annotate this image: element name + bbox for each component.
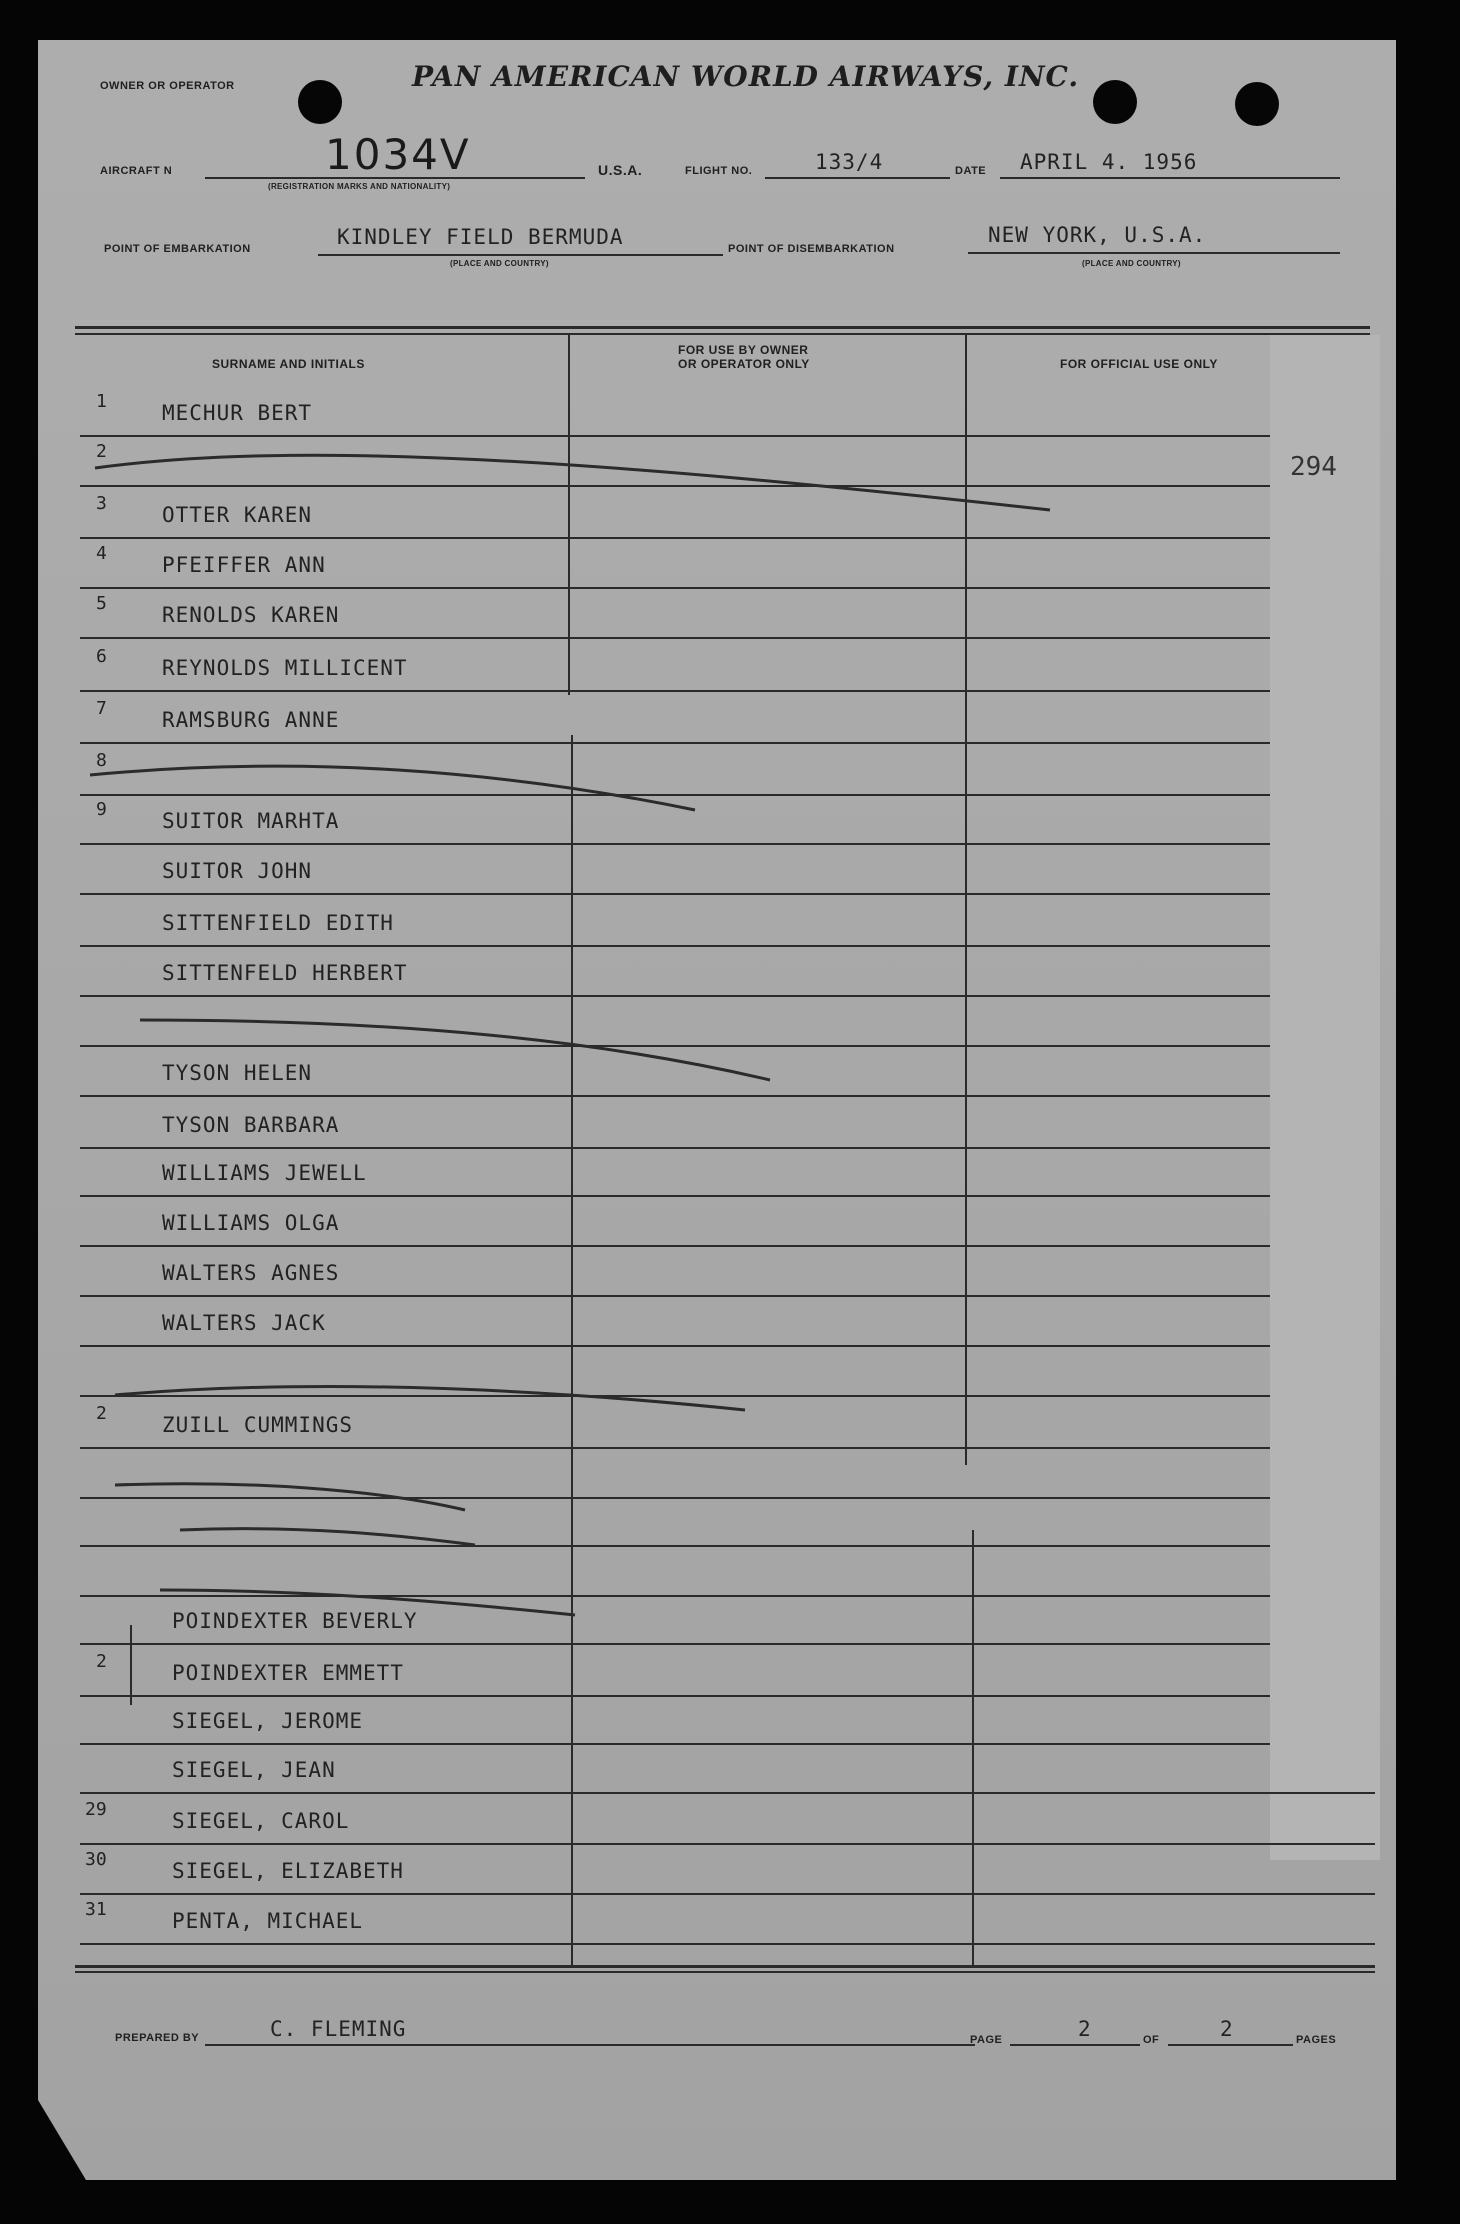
usa-label: U.S.A. <box>598 162 643 178</box>
passenger-name: RAMSBURG ANNE <box>162 708 340 732</box>
embarkation-label: POINT OF EMBARKATION <box>104 243 251 255</box>
row-number: 8 <box>96 750 107 771</box>
passenger-name: RENOLDS KAREN <box>162 603 340 627</box>
passenger-name: WILLIAMS JEWELL <box>162 1161 367 1185</box>
strike-mark <box>115 1387 745 1410</box>
passenger-name: ZUILL CUMMINGS <box>162 1413 354 1437</box>
col-surname: SURNAME AND INITIALS <box>212 357 365 371</box>
aircraft-label: AIRCRAFT N <box>100 165 173 177</box>
aircraft-number: 1034V <box>325 130 471 179</box>
passenger-name: REYNOLDS MILLICENT <box>162 656 408 680</box>
passenger-name: SIEGEL, JEROME <box>172 1709 364 1733</box>
disembarkation-label: POINT OF DISEMBARKATION <box>728 243 895 255</box>
row-number: 2 <box>96 1403 107 1424</box>
of-label: OF <box>1143 2034 1160 2046</box>
date-label: DATE <box>955 165 987 177</box>
of-value: 2 <box>1220 2017 1234 2041</box>
col-owner-use-1: FOR USE BY OWNER <box>678 343 809 357</box>
passenger-name: TYSON BARBARA <box>162 1113 340 1137</box>
row-number: 9 <box>96 799 107 820</box>
passenger-name: WALTERS AGNES <box>162 1261 340 1285</box>
prepared-label: PREPARED BY <box>115 2032 200 2044</box>
row-number: 29 <box>85 1799 107 1820</box>
flight-label: FLIGHT NO. <box>685 165 753 177</box>
passenger-name: POINDEXTER BEVERLY <box>172 1609 418 1633</box>
passenger-name: MECHUR BERT <box>162 401 313 425</box>
page-stamp: 294 <box>1290 452 1337 482</box>
col-official: FOR OFFICIAL USE ONLY <box>1060 357 1218 371</box>
passenger-name: SIEGEL, ELIZABETH <box>172 1859 404 1883</box>
pages-label: PAGES <box>1296 2034 1337 2046</box>
passenger-name: SUITOR MARHTA <box>162 809 340 833</box>
prepared-value: C. FLEMING <box>270 2017 407 2041</box>
row-number: 30 <box>85 1849 107 1870</box>
row-number: 4 <box>96 543 107 564</box>
strike-mark <box>180 1529 475 1545</box>
passenger-name: SUITOR JOHN <box>162 859 313 883</box>
page-label: PAGE <box>970 2034 1003 2046</box>
embarkation-caption: (PLACE AND COUNTRY) <box>450 259 549 268</box>
date-value: APRIL 4. 1956 <box>1020 150 1198 174</box>
strike-mark <box>95 455 1050 510</box>
passenger-name: POINDEXTER EMMETT <box>172 1661 404 1685</box>
page-value: 2 <box>1078 2017 1092 2041</box>
registration-caption: (REGISTRATION MARKS AND NATIONALITY) <box>268 182 451 191</box>
row-number: 31 <box>85 1899 107 1920</box>
passenger-name: PENTA, MICHAEL <box>172 1909 364 1933</box>
strike-mark <box>90 766 695 810</box>
row-number: 6 <box>96 646 107 667</box>
strike-mark <box>140 1020 770 1080</box>
col-owner-use-2: OR OPERATOR ONLY <box>678 357 810 371</box>
passenger-name: WALTERS JACK <box>162 1311 326 1335</box>
row-number: 2 <box>96 441 107 462</box>
flight-number: 133/4 <box>815 150 884 174</box>
passenger-name: SITTENFIELD EDITH <box>162 911 394 935</box>
disembarkation-caption: (PLACE AND COUNTRY) <box>1082 259 1181 268</box>
passenger-name: WILLIAMS OLGA <box>162 1211 340 1235</box>
embarkation-value: KINDLEY FIELD BERMUDA <box>337 225 624 249</box>
row-number: 3 <box>96 493 107 514</box>
passenger-name: SIEGEL, JEAN <box>172 1758 336 1782</box>
disembarkation-value: NEW YORK, U.S.A. <box>988 223 1207 247</box>
passenger-name: PFEIFFER ANN <box>162 553 326 577</box>
strike-mark <box>160 1590 575 1615</box>
row-number: 5 <box>96 593 107 614</box>
strike-mark <box>115 1484 465 1510</box>
owner-operator-label: OWNER OR OPERATOR <box>100 80 235 92</box>
row-number: 2 <box>96 1651 107 1672</box>
company-name: PAN AMERICAN WORLD AIRWAYS, INC. <box>412 60 1080 93</box>
passenger-name: OTTER KAREN <box>162 503 313 527</box>
row-number: 7 <box>96 698 107 719</box>
passenger-name: TYSON HELEN <box>162 1061 313 1085</box>
passenger-name: SIEGEL, CAROL <box>172 1809 350 1833</box>
passenger-name: SITTENFELD HERBERT <box>162 961 408 985</box>
row-number: 1 <box>96 391 107 412</box>
